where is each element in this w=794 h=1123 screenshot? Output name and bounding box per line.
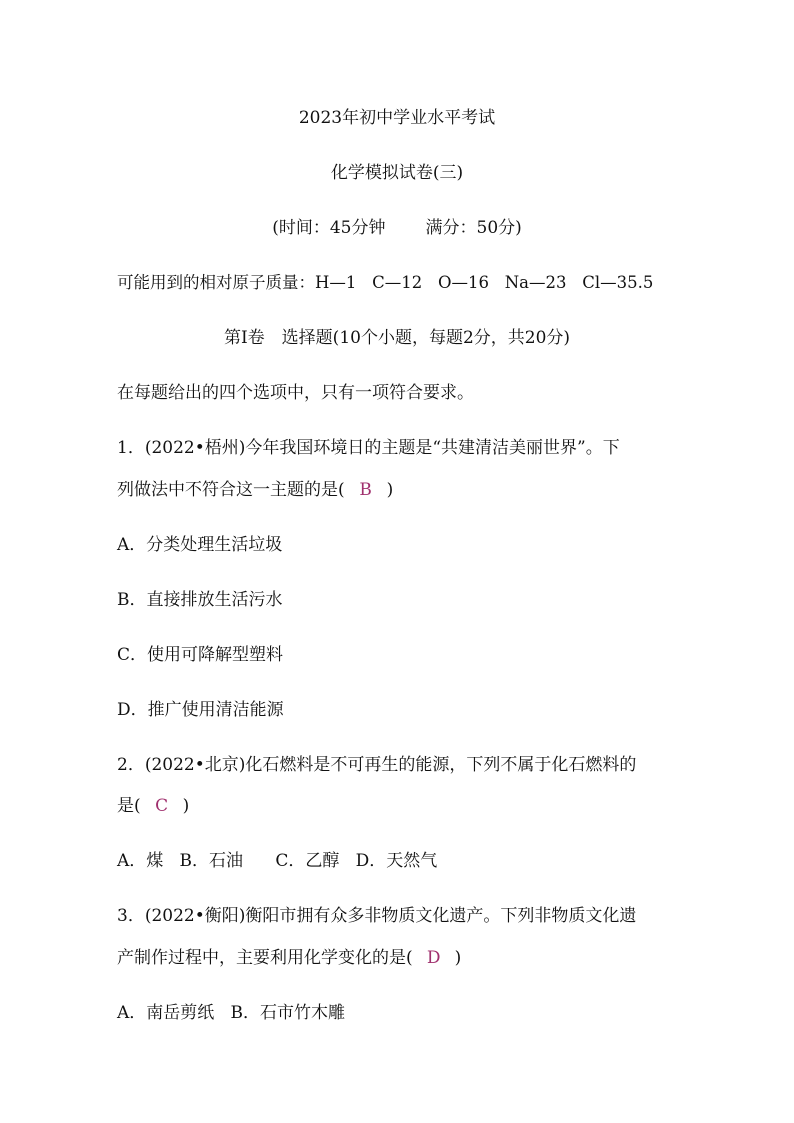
time-limit: (时间：45分钟 — [272, 218, 386, 238]
question-2-answer: C — [155, 796, 169, 816]
atomic-masses: 可能用到的相对原子质量：H—1 C—12 O—16 Na—23 Cl—35.5 — [117, 273, 654, 292]
question-2-options: A．煤 B．石油 C．乙醇 D．天然气 — [117, 851, 438, 871]
question-3-answer: D — [426, 948, 441, 968]
paper-title: 化学模拟试卷(三) — [330, 163, 464, 183]
exam-info — [0, 216, 794, 240]
question-3-stem-line2: 产制作过程中，主要利用化学变化的是( D ) — [117, 948, 462, 968]
section-title: 第Ⅰ卷 选择题(10个小题，每题2分，共20分) — [223, 328, 571, 348]
question-1-option-c: C．使用可降解型塑料 — [117, 645, 284, 665]
question-1-option-b: B．直接排放生活污水 — [117, 590, 283, 610]
question-1-option-d: D．推广使用清洁能源 — [117, 700, 284, 720]
section-instruction: 在每题给出的四个选项中，只有一项符合要求。 — [117, 383, 474, 403]
question-1-answer: B — [359, 480, 372, 500]
question-1-stem-line2: 列做法中不符合这一主题的是( B ) — [117, 480, 394, 500]
question-1-stem-line1: 1．(2022•梧州)今年我国环境日的主题是“共建清洁美丽世界”。下 — [117, 438, 620, 458]
question-2-stem-line1: 2．(2022•北京)化石燃料是不可再生的能源，下列不属于化石燃料的 — [117, 755, 637, 775]
exam-title: 2023年初中学业水平考试 — [298, 108, 496, 128]
full-score: 满分：50分) — [425, 218, 522, 238]
question-1-option-a: A．分类处理生活垃圾 — [117, 535, 283, 555]
question-3-options: A．南岳剪纸 B．石市竹木雕 — [117, 1003, 345, 1023]
question-2-stem-line2: 是( C ) — [117, 796, 190, 816]
question-3-stem-line1: 3．(2022•衡阳)衡阳市拥有众多非物质文化遗产。下列非物质文化遗 — [117, 906, 637, 926]
